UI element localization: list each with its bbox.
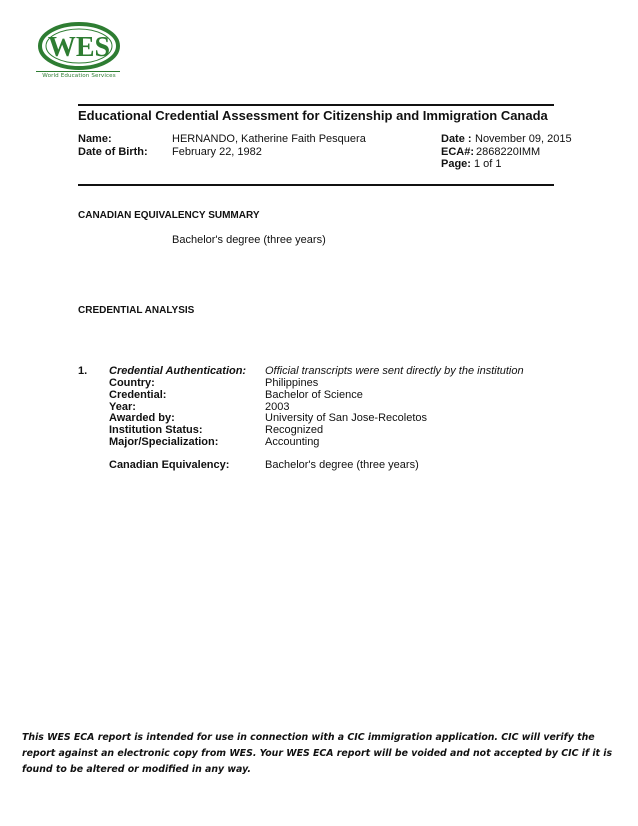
document-title: Educational Credential Assessment for Citizenship and Immigration Canada [78, 108, 548, 123]
page-value: 1 of 1 [474, 158, 502, 170]
major-value: Accounting [265, 436, 320, 448]
summary-heading: CANADIAN EQUIVALENCY SUMMARY [78, 210, 260, 221]
equivalency-label: Canadian Equivalency: [109, 459, 230, 471]
country-label: Country: [109, 377, 155, 389]
dob-value: February 22, 1982 [172, 146, 262, 158]
title-top-rule [78, 104, 554, 106]
institution-status-value: Recognized [265, 424, 324, 436]
name-value: HERNANDO, Katherine Faith Pesquera [172, 133, 366, 145]
credential-value: Bachelor of Science [265, 389, 363, 401]
year-label: Year: [109, 401, 136, 413]
logo-tagline: World Education Services [42, 73, 116, 79]
page-label: Page: [441, 158, 471, 170]
equivalency-value: Bachelor's degree (three years) [265, 459, 419, 471]
analysis-heading: CREDENTIAL ANALYSIS [78, 305, 195, 316]
header-bottom-rule [78, 184, 554, 186]
awarded-by-value: University of San Jose-Recoletos [265, 412, 428, 424]
summary-value: Bachelor's degree (three years) [172, 234, 326, 246]
credential-number: 1. [78, 365, 88, 377]
major-label: Major/Specialization: [109, 436, 219, 448]
eca-label: ECA#: [441, 146, 475, 158]
logo-divider [36, 71, 120, 72]
authentication-label: Credential Authentication: [109, 365, 247, 377]
credential-label: Credential: [109, 389, 167, 401]
year-value: 2003 [265, 401, 290, 413]
name-label: Name: [78, 133, 112, 145]
disclaimer: This WES ECA report is intended for use in connection with a CIC immigration application. CIC will verify the report against an electronic copy from WES. Your WES ECA report will be voided and not accepted by CIC if it is found to be altered or modified in any way. [22, 732, 613, 775]
date-label: Date : [441, 133, 472, 145]
date-value: November 09, 2015 [475, 133, 572, 145]
institution-status-label: Institution Status: [109, 424, 203, 436]
authentication-value: Official transcripts were sent directly by the institution [265, 365, 524, 377]
awarded-by-label: Awarded by: [109, 412, 175, 424]
logo-wordmark: WES [47, 32, 111, 63]
country-value: Philippines [265, 377, 319, 389]
eca-value: 2868220IMM [476, 146, 541, 158]
dob-label: Date of Birth: [78, 146, 148, 158]
